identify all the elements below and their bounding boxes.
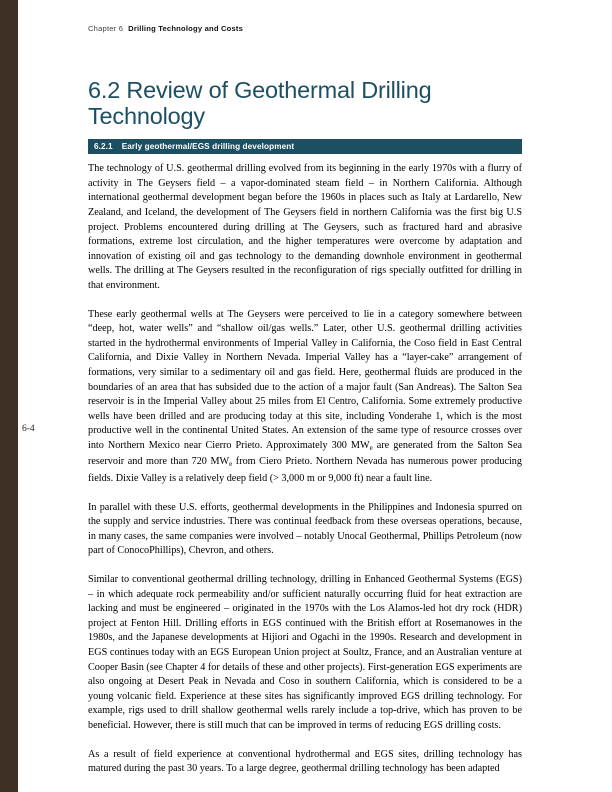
paragraph-2 <box>88 308 522 487</box>
page-edge-bar <box>0 0 18 792</box>
paragraph-2-part-1: These early geothermal wells at The Geysers were perceived to lie in a category somewhere between “deep, hot, water wells” and “shallow oil/gas wells.” Later, other U.S. geothermal drilling activities started in the hydrothermal environments of Imperial Valley in California, the Coso field in East Central California, and Dixie Valley in Northern Nevada. Imperial Valley has a “layer-cake” arrangement of formations, very similar to a sedimentary oil and gas field. Here, geothermal fluids are produced in the boundaries of an area that has subsided due to the action of a major fault (San Andreas). The Salton Sea reservoir is in the Imperial Valley about 25 miles from El Centro, California. Some extremely productive wells have been drilled and are producing today at this site, including Vonderahe 1, which is the most productive well in the continental United States. An extension of the same type of resource crosses over into Northern Mexico near Cierro Prieto. Approximately 300 MW <box>88 308 522 451</box>
running-header <box>88 24 243 33</box>
paragraph-4: Similar to conventional geothermal drilling technology, drilling in Enhanced Geothermal Systems (EGS) – in which adequate rock permeability and/or sufficient naturally occurring fluid for heat extraction are lacking and must be engineered – originated in the 1970s with the Los Alamos-led hot dry rock (HDR) project at Fenton Hill. Drilling efforts in EGS continued with the British effort at Rosemanowes in the 1980s, and the Japanese developments at Hijiori and Ogachi in the 1990s. Research and development in EGS continues today with an EGS European Union project at Soultz, France, and an Australian venture at Cooper Basin (see Chapter 4 for details of these and other projects). First-generation EGS experiments are also ongoing at Desert Peak in Nevada and Coso in southern California, which is considered to be a young volcanic field. Experience at these sites has significantly improved EGS drilling technology. For example, rigs used to drill shallow geothermal wells rarely include a top-drive, which has proven to be beneficial. However, there is still much that can be improved in terms of reducing EGS drilling costs. <box>88 574 522 731</box>
paragraph-3: In parallel with these U.S. efforts, geothermal developments in the Philippines and Indonesia spurred on the supply and service industries. There was continual feedback from these overseas operations, because, in many cases, the same companies were involved – notably Unocal Geothermal, Phillips Petroleum (now part of ConocoPhillips), Chevron, and others. <box>88 501 522 557</box>
header-chapter-label: Chapter 6 <box>88 24 124 33</box>
header-chapter-title: Drilling Technology and Costs <box>128 24 244 33</box>
page-content <box>88 78 522 777</box>
paragraph-2-subscript-2: e <box>229 460 233 469</box>
page-number: 6-4 <box>22 424 35 434</box>
paragraph-2-subscript-1: e <box>369 443 373 452</box>
paragraph-5: As a result of field experience at conventional hydrothermal and EGS sites, drilling technology has matured during the past 30 years. To a large degree, geothermal drilling technology has been adapted <box>88 748 522 775</box>
subsection-number: 6.2.1 <box>94 141 113 151</box>
page-title: 6.2 Review of Geothermal Drilling Technology <box>88 77 432 129</box>
paragraph-1: The technology of U.S. geothermal drilling evolved from its beginning in the early 1970s with a flurry of activity in The Geysers field – a vapor-dominated steam field – in Northern California. Although international geothermal development began before the 1960s in places such as Italy at Lardarello, New Zealand, and Iceland, the development of The Geysers field in northern California was the first big U.S project. Problems encountered during drilling at The Geysers, such as fractured hard and abrasive formations, extreme lost circulation, and the higher temperatures were overcome by adaptation and innovation of existing oil and gas technology to the demanding downhole environment in geothermal wells. The drilling at The Geysers resulted in the reconfiguration of rigs specially outfitted for drilling in that environment. <box>88 163 522 291</box>
paragraph-2-part-3: from Ciero Prieto. Northern Nevada has numerous power producing fields. Dixie Valley is a relatively deep field (> 3,000 m or 9,000 ft) near a fault line. <box>88 456 522 485</box>
subsection-title: Early geothermal/EGS drilling development <box>121 141 295 151</box>
paragraph-2-part-2: are generated from the Salton Sea reservoir and more than 720 MW <box>88 439 523 468</box>
subsection-heading <box>88 139 522 155</box>
